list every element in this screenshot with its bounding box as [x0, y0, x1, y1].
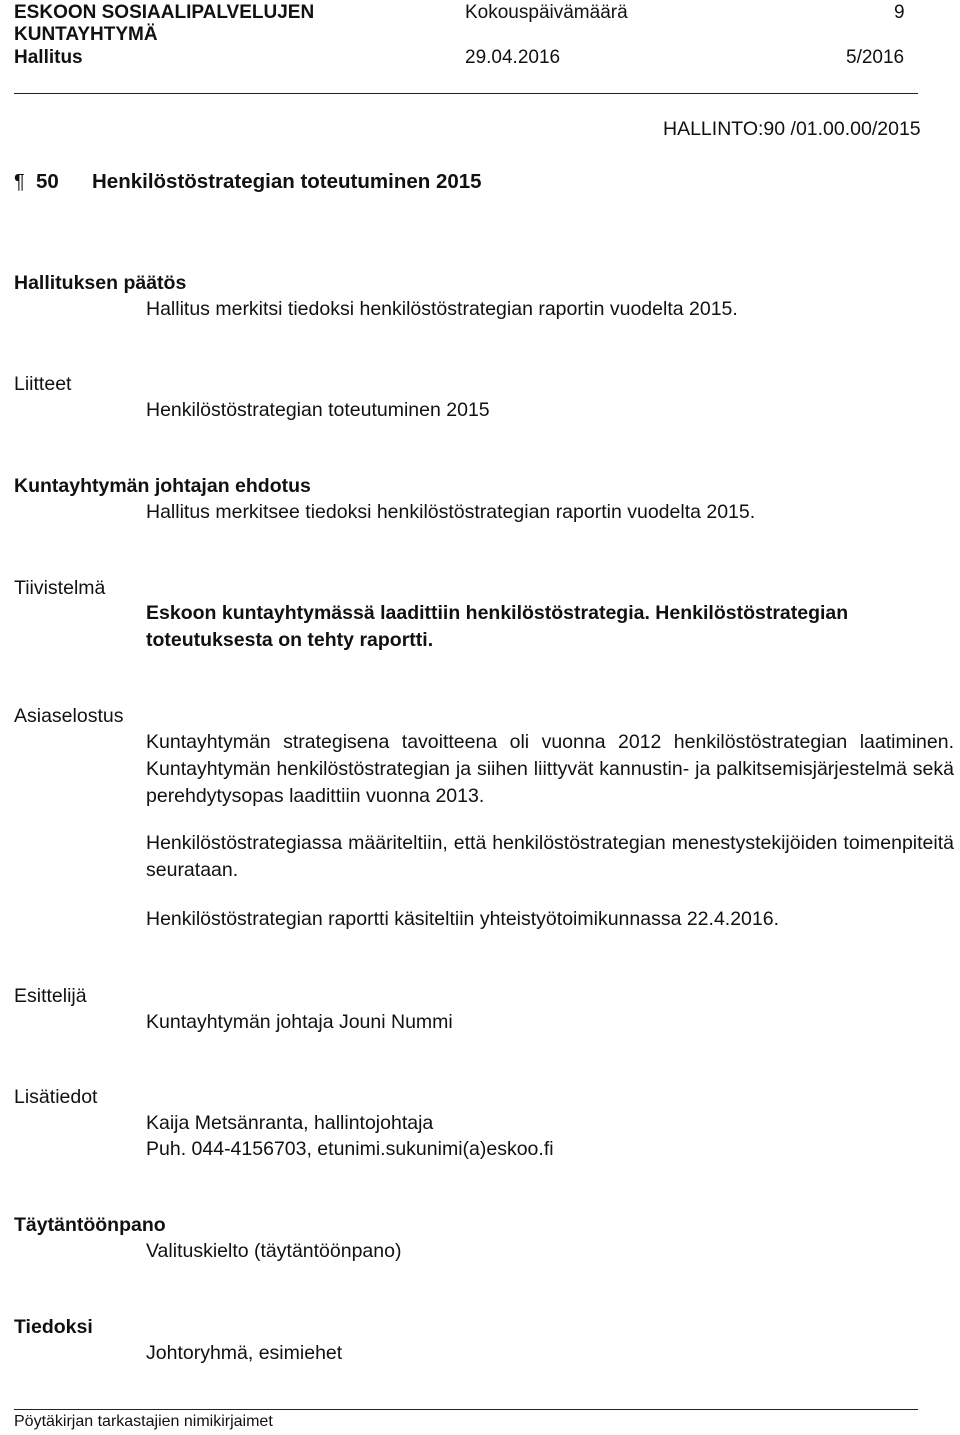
pilcrow-icon: ¶: [14, 171, 25, 193]
contact-person: Kaija Metsänranta, hallintojohtaja: [146, 1112, 434, 1134]
doc-type-label: Kokouspäivämäärä: [465, 2, 628, 23]
footer-divider: [14, 1409, 918, 1410]
organization-name-line2: KUNTAYHTYMÄ: [14, 24, 158, 45]
item-title: Henkilöstöstrategian toteutuminen 2015: [92, 170, 482, 193]
summary-heading: Tiivistelmä: [14, 577, 106, 599]
execution-heading: Täytäntöönpano: [14, 1214, 166, 1236]
signature-label: Pöytäkirjan tarkastajien nimikirjaimet: [14, 1413, 273, 1430]
for-info-text: Johtoryhmä, esimiehet: [146, 1342, 343, 1364]
meeting-date: 29.04.2016: [465, 47, 561, 68]
explanation-paragraph-3: Henkilöstöstrategian raportti käsiteltiin yhteistyötoimikunnassa 22.4.2016.: [146, 908, 780, 930]
body-name: Hallitus: [14, 47, 83, 68]
decision-heading: Hallituksen päätös: [14, 272, 187, 294]
presenter-text: Kuntayhtymän johtaja Jouni Nummi: [146, 1011, 453, 1033]
presenter-heading: Esittelijä: [14, 985, 87, 1007]
organization-name-line1: ESKOON SOSIAALIPALVELUJEN: [14, 2, 315, 23]
record-id: HALLINTO:90 /01.00.00/2015: [663, 118, 921, 140]
for-info-heading: Tiedoksi: [14, 1316, 93, 1338]
contact-details: Puh. 044-4156703, etunimi.sukunimi(a)eskoo.fi: [146, 1138, 554, 1160]
meeting-number: 5/2016: [846, 47, 905, 68]
explanation-heading: Asiaselostus: [14, 705, 124, 727]
attachments-heading: Liitteet: [14, 373, 72, 395]
header-divider: [14, 93, 918, 94]
proposal-text: Hallitus merkitsee tiedoksi henkilöstöstrategian raportin vuodelta 2015.: [146, 501, 756, 523]
execution-text: Valituskielto (täytäntöönpano): [146, 1240, 402, 1262]
explanation-paragraph-1: Kuntayhtymän strategisena tavoitteena oli vuonna 2012 henkilöstöstrategian laatiminen. Kuntayhtymän henkilöstöstrategian ja siihen liittyvät kannustin- ja palkitsemisjärjestelmä sekä perehdytysopas laadittiin vuonna 2013.: [146, 731, 954, 807]
decision-text: Hallitus merkitsi tiedoksi henkilöstöstrategian raportin vuodelta 2015.: [146, 298, 738, 320]
proposal-heading: Kuntayhtymän johtajan ehdotus: [14, 475, 311, 497]
summary-text: Eskoon kuntayhtymässä laadittiin henkilöstöstrategia. Henkilöstöstrategian toteutuksesta on tehty raportti.: [146, 602, 849, 651]
attachment-item: Henkilöstöstrategian toteutuminen 2015: [146, 399, 490, 421]
pilcrow-mark: [14, 168, 25, 196]
more-info-heading: Lisätiedot: [14, 1086, 98, 1108]
page-number: 9: [894, 2, 905, 23]
item-number: 50: [36, 170, 59, 193]
explanation-paragraph-2: Henkilöstöstrategiassa määriteltiin, että henkilöstöstrategian menestystekijöiden toimenpiteitä seurataan.: [146, 832, 954, 881]
